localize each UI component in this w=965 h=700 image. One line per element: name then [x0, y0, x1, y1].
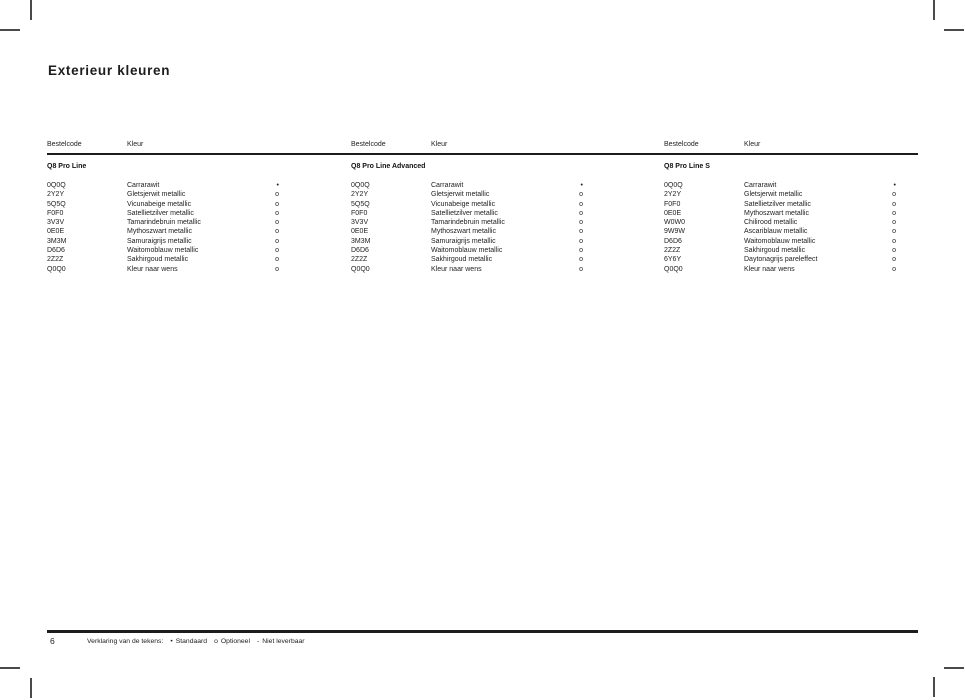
table-row: [47, 255, 279, 264]
color-name: Carrarawit: [744, 182, 777, 189]
section-rows: [47, 181, 279, 274]
availability-symbol: o: [275, 200, 279, 208]
table-header-row: [47, 140, 918, 152]
table-row: [47, 246, 279, 255]
color-name: Tamarindebruin metallic: [431, 219, 505, 227]
order-code: D6D6: [47, 247, 65, 255]
availability-symbol: o: [892, 209, 896, 217]
crop-mark-bottom-right-vertical: [933, 677, 935, 697]
order-code: 3M3M: [351, 237, 371, 245]
availability-symbol: •: [580, 182, 583, 189]
table-row: [47, 265, 279, 274]
availability-symbol: o: [275, 237, 279, 245]
availability-symbol: o: [275, 265, 279, 273]
availability-symbol: o: [892, 191, 896, 199]
order-code: F0F0: [664, 200, 681, 208]
availability-symbol: o: [275, 228, 279, 236]
table-row: [664, 237, 896, 246]
availability-symbol: o: [275, 191, 279, 199]
order-code: 2Y2Y: [664, 191, 682, 199]
color-name: Carrarawit: [127, 182, 160, 189]
page-number: 6: [50, 636, 55, 646]
order-code: D6D6: [351, 247, 369, 255]
color-name: Sakhirgoud metallic: [127, 256, 189, 264]
availability-symbol: o: [579, 265, 583, 273]
order-code: 9W9W: [664, 228, 685, 236]
availability-symbol: o: [579, 256, 583, 264]
color-name: Kleur naar wens: [127, 265, 178, 273]
order-code: 3V3V: [47, 219, 65, 227]
table-row: [664, 218, 896, 227]
table-row: [664, 246, 896, 255]
header-rule: [47, 153, 918, 155]
column-header-group: [664, 140, 896, 150]
section-columns: [47, 162, 918, 282]
order-code: Q0Q0: [351, 265, 370, 273]
section-rows: [351, 181, 583, 274]
footer-rule: [47, 630, 918, 633]
color-name: Satellietzilver metallic: [744, 200, 811, 208]
section-title: Q8 Pro Line Advanced: [351, 163, 426, 170]
color-name: Kleur naar wens: [744, 265, 795, 273]
table-row: [664, 209, 896, 218]
legend-item-optional: [214, 638, 250, 645]
section-q8-pro-line: [47, 162, 279, 274]
color-name: Mythoszwart metallic: [431, 228, 496, 236]
availability-symbol: o: [892, 256, 896, 264]
color-name: Waitomoblauw metallic: [431, 247, 503, 255]
color-name: Carrarawit: [431, 182, 464, 189]
color-name: Satellietzilver metallic: [431, 209, 498, 217]
table-row: [351, 209, 583, 218]
table-row: [664, 227, 896, 236]
order-code: 3M3M: [47, 237, 67, 245]
color-name: Tamarindebruin metallic: [127, 219, 201, 227]
order-code: F0F0: [47, 209, 64, 217]
table-row: [664, 265, 896, 274]
availability-symbol: o: [579, 191, 583, 199]
order-code: 5Q5Q: [351, 200, 370, 208]
availability-symbol: o: [579, 228, 583, 236]
optional-symbol: o: [214, 637, 218, 645]
color-name: Waitomoblauw metallic: [744, 237, 816, 245]
order-code: 0E0E: [47, 228, 65, 236]
color-name: Vicunabeige metallic: [127, 200, 192, 208]
order-code: F0F0: [351, 209, 368, 217]
order-code: 6Y6Y: [664, 256, 682, 264]
color-name: Waitomoblauw metallic: [127, 247, 199, 255]
table-row: [47, 209, 279, 218]
table-row: [351, 181, 583, 190]
color-name: Vicunabeige metallic: [431, 200, 496, 208]
order-code: 0E0E: [351, 228, 369, 236]
color-name: Gletsjerwit metallic: [127, 191, 186, 199]
crop-mark-top-right-horizontal: [944, 29, 964, 31]
table-row: [664, 255, 896, 264]
column-header-group: [47, 140, 279, 150]
availability-symbol: o: [275, 209, 279, 217]
availability-symbol: o: [579, 219, 583, 227]
section-q8-pro-line-s: [664, 162, 896, 274]
order-code: Q0Q0: [47, 265, 66, 273]
table-row: [351, 200, 583, 209]
color-name: Daytonagrijs pareleffect: [744, 256, 818, 264]
column-header-bestelcode: Bestelcode: [47, 141, 82, 148]
color-name: Mythoszwart metallic: [744, 209, 809, 217]
color-name: Gletsjerwit metallic: [744, 191, 803, 199]
order-code: D6D6: [664, 237, 682, 245]
color-name: Gletsjerwit metallic: [431, 191, 490, 199]
availability-symbol: o: [275, 256, 279, 264]
crop-mark-bottom-left-horizontal: [0, 667, 20, 669]
column-header-kleur: Kleur: [744, 141, 761, 148]
table-row: [47, 218, 279, 227]
table-row: [47, 190, 279, 199]
order-code: 2Z2Z: [47, 256, 64, 264]
not-available-symbol: -: [256, 637, 260, 645]
availability-symbol: o: [892, 265, 896, 273]
legend-label: Niet leverbaar: [262, 637, 305, 645]
availability-symbol: o: [275, 219, 279, 227]
availability-symbol: o: [275, 247, 279, 255]
availability-symbol: o: [892, 219, 896, 227]
color-name: Chilirood metallic: [744, 219, 798, 227]
availability-symbol: o: [892, 247, 896, 255]
table-row: [351, 218, 583, 227]
symbol-legend: [87, 638, 305, 645]
order-code: 2Y2Y: [47, 191, 65, 199]
order-code: W0W0: [664, 219, 685, 227]
color-name: Samuraigrijs metallic: [431, 237, 496, 245]
crop-mark-bottom-right-horizontal: [944, 667, 964, 669]
order-code: 2Z2Z: [664, 247, 681, 255]
column-header-kleur: Kleur: [127, 141, 144, 148]
availability-symbol: o: [579, 247, 583, 255]
column-header-kleur: Kleur: [431, 141, 448, 148]
table-row: [47, 237, 279, 246]
table-row: [351, 246, 583, 255]
availability-symbol: o: [579, 237, 583, 245]
legend-label: Optioneel: [220, 637, 250, 645]
standard-symbol: •: [170, 637, 173, 645]
color-name: Samuraigrijs metallic: [127, 237, 192, 245]
color-name: Satellietzilver metallic: [127, 209, 194, 217]
table-row: [351, 227, 583, 236]
order-code: 3V3V: [351, 219, 369, 227]
availability-symbol: o: [892, 200, 896, 208]
order-code: 0Q0Q: [47, 182, 66, 189]
order-code: 0E0E: [664, 209, 682, 217]
crop-mark-bottom-left-vertical: [30, 678, 32, 698]
order-code: 2Y2Y: [351, 191, 369, 199]
order-code: Q0Q0: [664, 265, 683, 273]
legend-label: Standaard: [175, 637, 208, 645]
column-header-bestelcode: Bestelcode: [664, 141, 699, 148]
table-row: [351, 237, 583, 246]
page-title: Exterieur kleuren: [48, 63, 171, 78]
section-q8-pro-line-advanced: [351, 162, 583, 274]
crop-mark-top-left-vertical: [30, 0, 32, 20]
availability-symbol: •: [893, 182, 896, 189]
section-rows: [664, 181, 896, 274]
order-code: 0Q0Q: [664, 182, 683, 189]
table-row: [664, 190, 896, 199]
color-name: Kleur naar wens: [431, 265, 482, 273]
table-row: [351, 265, 583, 274]
legend-item-not-available: [257, 638, 305, 645]
crop-mark-top-right-vertical: [933, 0, 935, 20]
legend-prefix: Verklaring van de tekens:: [87, 637, 164, 645]
table-row: [47, 227, 279, 236]
availability-symbol: o: [579, 209, 583, 217]
color-name: Sakhirgoud metallic: [744, 247, 806, 255]
table-row: [47, 181, 279, 190]
order-code: 5Q5Q: [47, 200, 66, 208]
table-row: [351, 190, 583, 199]
table-row: [664, 181, 896, 190]
legend-item-standard: [170, 638, 207, 645]
availability-symbol: o: [892, 237, 896, 245]
order-code: 2Z2Z: [351, 256, 368, 264]
color-name: Mythoszwart metallic: [127, 228, 192, 236]
column-header-group: [351, 140, 583, 150]
section-title: Q8 Pro Line: [47, 163, 87, 170]
availability-symbol: o: [892, 228, 896, 236]
color-name: Ascariblauw metallic: [744, 228, 808, 236]
table-row: [47, 200, 279, 209]
availability-symbol: •: [276, 182, 279, 189]
crop-mark-top-left-horizontal: [0, 29, 20, 31]
order-code: 0Q0Q: [351, 182, 370, 189]
availability-symbol: o: [579, 200, 583, 208]
table-row: [351, 255, 583, 264]
color-name: Sakhirgoud metallic: [431, 256, 493, 264]
section-title: Q8 Pro Line S: [664, 163, 710, 170]
table-row: [664, 200, 896, 209]
page-footer: [47, 636, 918, 650]
column-header-bestelcode: Bestelcode: [351, 141, 386, 148]
